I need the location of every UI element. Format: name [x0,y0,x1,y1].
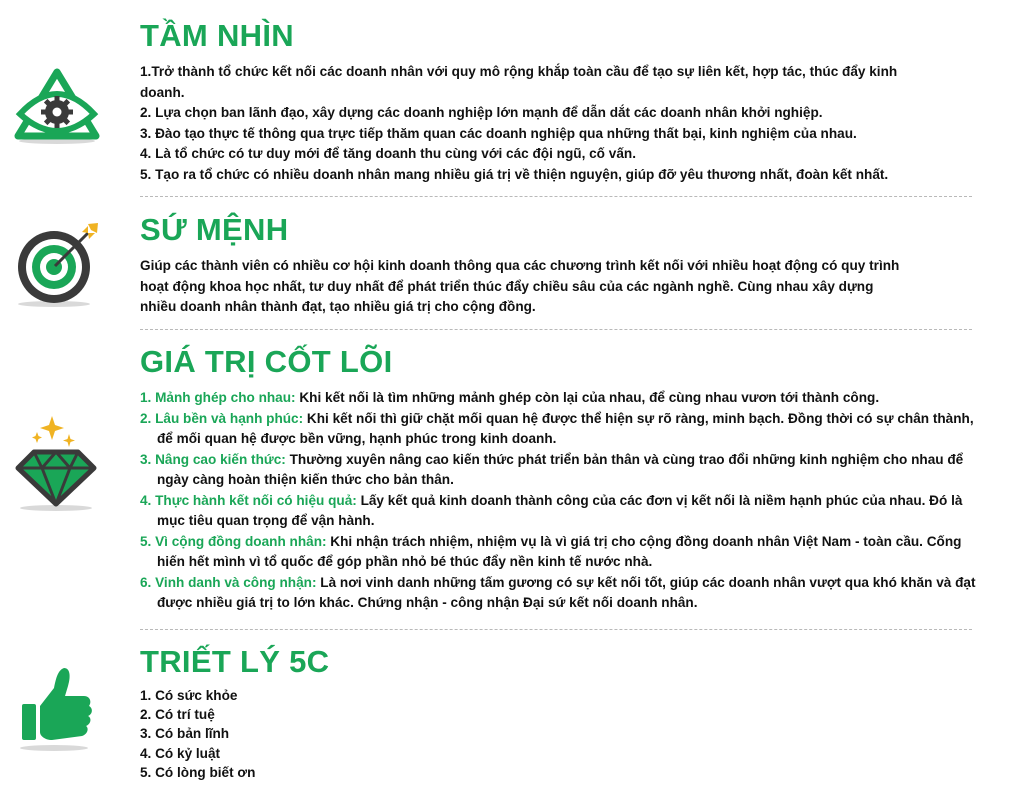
divider [140,329,972,330]
core-value-text: Lấy kết quả kinh doanh thành công của các đơn vị kết nối là niềm hạnh phúc của nhau. Đó là mục tiêu quan trọng để vận hành. [157,492,963,528]
core-value-label: 2. Lâu bền và hạnh phúc: [140,410,304,426]
core-value-item [140,388,990,409]
vision-line: 2. Lựa chọn ban lãnh đạo, xây dựng các doanh nghiệp lớn mạnh để dẫn dắt các doanh nhân khởi nghiệp. [140,105,823,120]
divider [140,629,972,630]
core-value-item [140,409,990,450]
mission-body [140,256,990,318]
core-value-item [140,573,990,614]
mission-line: Giúp các thành viên có nhiều cơ hội kinh doanh thông qua các chương trình kết nối với nhiều hoạt động có quy trình [140,258,900,273]
core-value-text: Khi kết nối là tìm những mảnh ghép còn lại của nhau, để cùng nhau vươn tới thành công. [295,390,880,405]
core-value-item [140,532,990,573]
philosophy-item: 2. Có trí tuệ [140,707,215,723]
core-value-text: Thường xuyên nâng cao kiến thức phát triển bản thân và cùng trao đổi những kinh nghiệm cho nhau để ngày càng hoàn thiện kiến thức cho bản thân. [157,451,964,487]
diamond-sparkle-icon [12,412,102,512]
core-value-label: 3. Nâng cao kiến thức: [140,451,286,467]
vision-title: TẦM NHÌN [140,18,294,53]
philosophy-item: 1. Có sức khỏe [140,688,238,703]
core-value-label: 1. Mảnh ghép cho nhau: [140,390,296,405]
philosophy-title: TRIẾT LÝ 5C [140,644,330,679]
mission-line: nhiều doanh nhân thành đạt, tạo nhiều giá trị cho cộng đồng. [140,299,536,314]
philosophy-item: 4. Có kỷ luật [140,745,221,761]
core-value-label: 5. Vì cộng đồng doanh nhân: [140,533,327,549]
vision-line: 3. Đào tạo thực tế thông qua trực tiếp thăm quan các doanh nghiệp qua những thất bại, kinh nghiệm của nhau. [140,125,857,141]
core-value-text: Khi nhận trách nhiệm, nhiệm vụ là vì giá trị cho cộng đồng doanh nhân Việt Nam - toàn cầu. Cống hiến hết mình vì tổ quốc để góp phần nhỏ bé thúc đẩy nền kinh tế nước nhà. [157,533,962,569]
philosophy-item: 3. Có bản lĩnh [140,726,230,742]
vision-body [140,62,990,185]
eye-triangle-gear-icon [12,68,102,146]
vision-line: 5. Tạo ra tổ chức có nhiều doanh nhân mang nhiều giá trị về thiện nguyện, giúp đỡ yêu thương nhất, đoàn kết nhất. [140,166,889,182]
core-value-label: 4. Thực hành kết nối có hiệu quả: [140,492,357,508]
philosophy-body [140,686,990,782]
philosophy-item: 5. Có lòng biết ơn [140,764,256,780]
core-values-body [140,388,990,614]
vision-line: 4. Là tổ chức có tư duy mới để tăng doanh thu cùng với các đội ngũ, cố vấn. [140,146,636,161]
core-values-title: GIÁ TRỊ CỐT LÕI [140,344,393,379]
core-value-label: 6. Vinh danh và công nhận: [140,574,317,590]
vision-line: 1.Trở thành tổ chức kết nối các doanh nhân với quy mô rộng khắp toàn cầu để tạo sự liên kết, hợp tác, thúc đẩy kinh [140,64,898,79]
target-arrow-icon [12,222,102,308]
mission-line: hoạt động khoa học nhất, tư duy nhất để phát triển thúc đẩy chiều sâu của các ngành nghề. Cùng nhau xây dựng [140,278,874,294]
vision-line: doanh. [140,84,185,100]
thumbs-up-icon [12,664,102,754]
core-value-text: Là nơi vinh danh những tấm gương có sự kết nối tốt, giúp các doanh nhân vượt qua khó khăn và đạt được nhiều giá trị to lớn khác. Chứng nhận - công nhận Đại sứ kết nối doanh nhân. [157,574,976,610]
divider [140,196,972,197]
core-value-text: Khi kết nối thì giữ chặt mối quan hệ được thể hiện sự rõ ràng, minh bạch. Đồng thời có sự chân thành, để mối quan hệ được bền vững, hạnh phúc trong kinh doanh. [157,410,974,446]
core-value-item [140,450,990,491]
core-value-item [140,491,990,532]
mission-title: SỨ MỆNH [140,212,289,247]
